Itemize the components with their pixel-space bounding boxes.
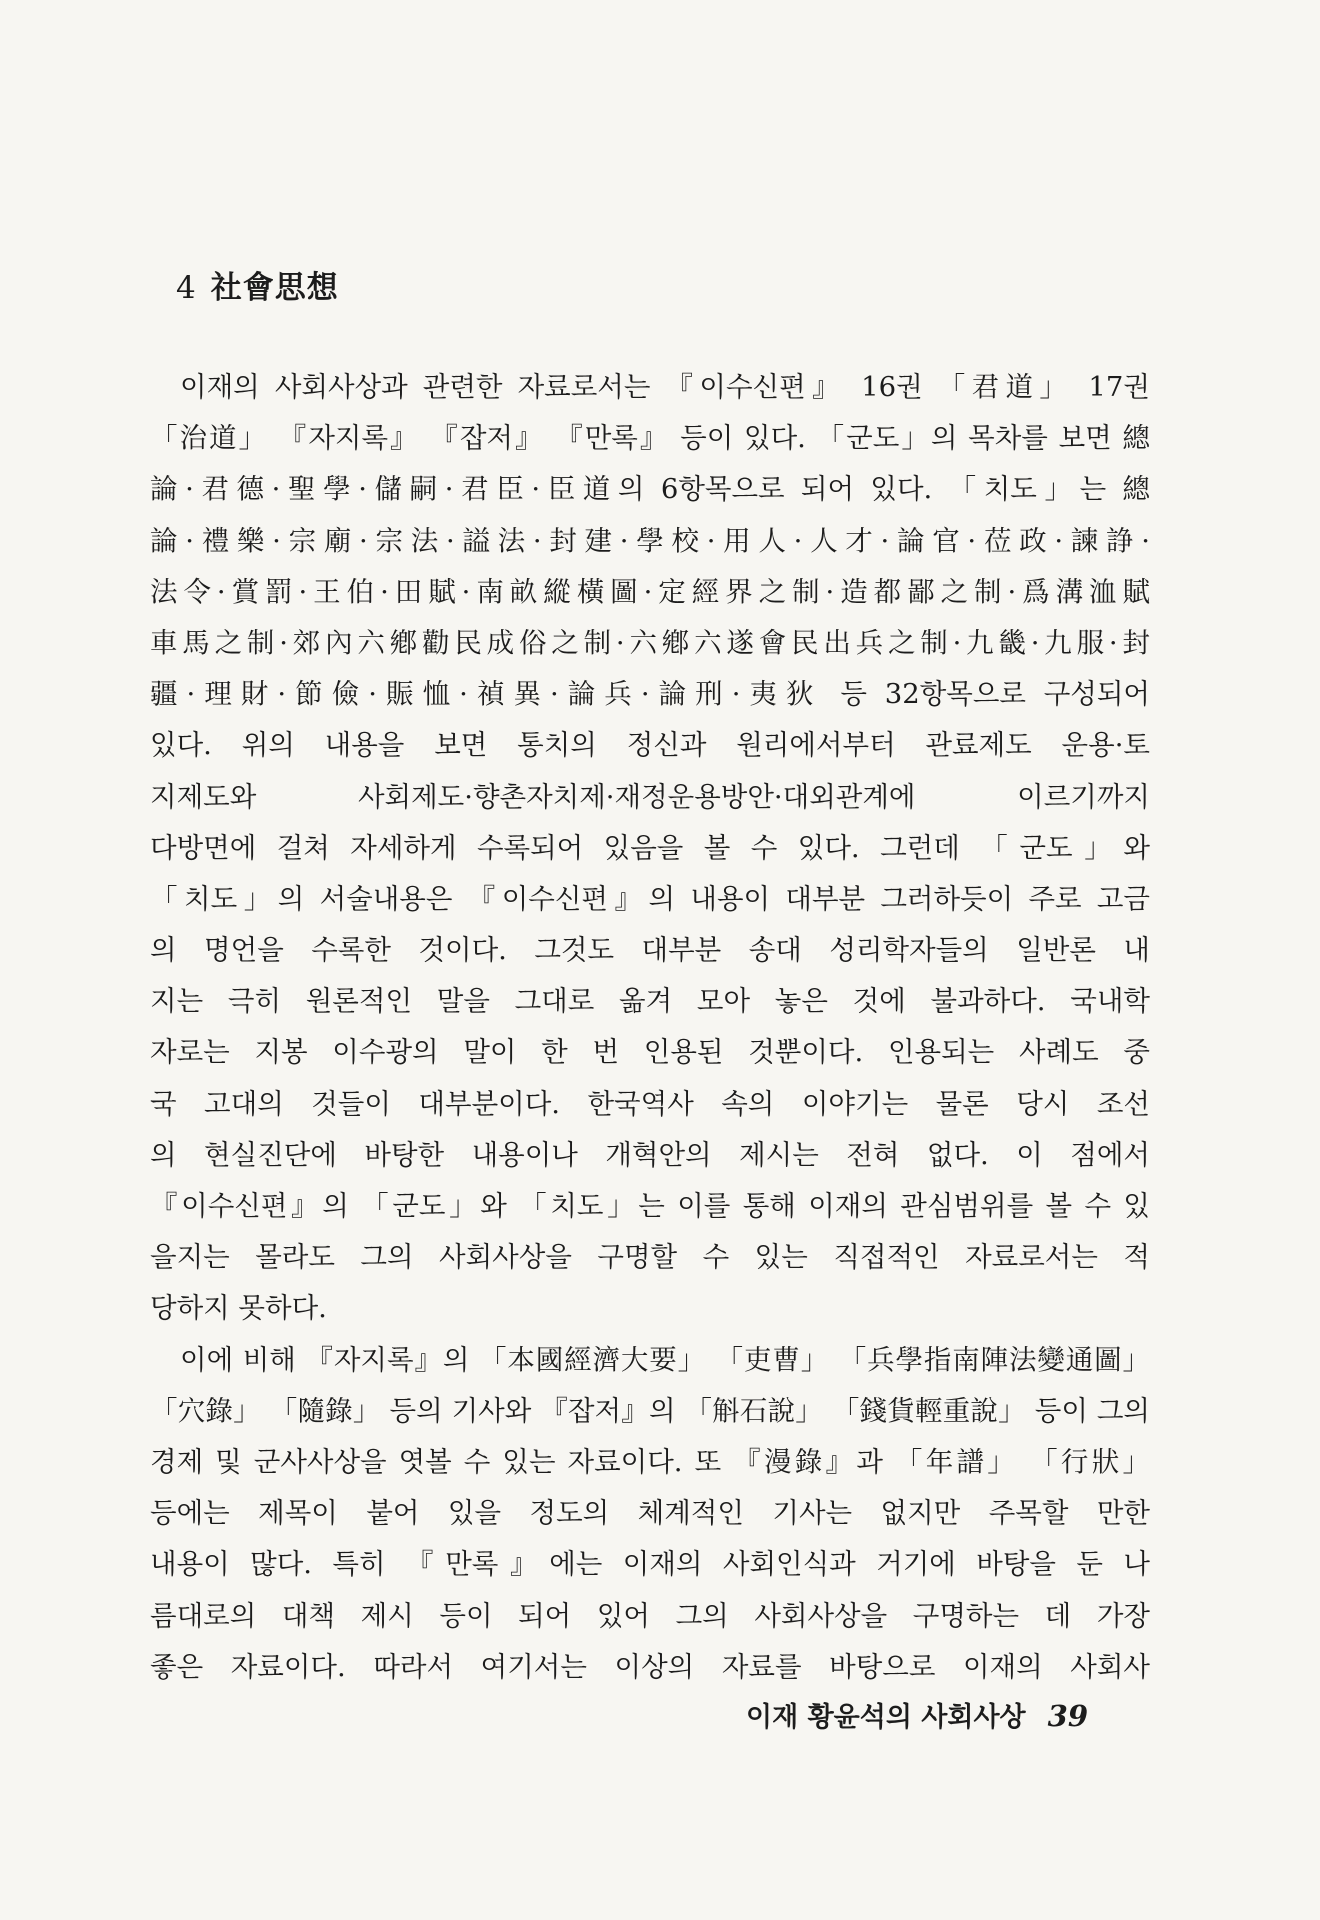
paragraph-2	[150, 1335, 1150, 1693]
text-line: 의 현실진단에 바탕한 내용이나 개혁안의 제시는 전혀 없다. 이 점에서	[150, 1138, 1150, 1171]
text-line: 있다. 위의 내용을 보면 통치의 정신과 원리에서부터 관료제도 운용·토	[150, 729, 1150, 762]
text-line: 「穴錄」 「隨錄」 등의 기사와 『잡저』의 「斛石說」 「錢貨輕重說」 등이 그의	[150, 1394, 1150, 1427]
section-heading	[176, 262, 339, 307]
text-line: 「치도」의 서술내용은 『이수신편』의 내용이 대부분 그러하듯이 주로 고금	[150, 882, 1150, 915]
body-text	[150, 362, 1150, 1693]
text-line: 내용이 많다. 특히 『만록』에는 이재의 사회인식과 거기에 바탕을 둔 나	[150, 1548, 1150, 1581]
running-footer	[746, 1695, 1088, 1734]
section-title: 社會思想	[210, 270, 339, 306]
text-line: 疆·理財·節儉·賑恤·禎異·論兵·論刑·夷狄 등 32항목으로 구성되어	[150, 678, 1150, 711]
text-line: 경제 및 군사사상을 엿볼 수 있는 자료이다. 또 『漫錄』과 「年譜」 「行狀」	[150, 1445, 1150, 1478]
text-line: 車馬之制·郊內六鄕勸民成俗之制·六鄕六遂會民出兵之制·九畿·九服·封	[150, 626, 1150, 659]
text-line: 름대로의 대책 제시 등이 되어 있어 그의 사회사상을 구명하는 데 가장	[150, 1599, 1150, 1632]
text-line: 「治道」 『자지록』 『잡저』 『만록』 등이 있다. 「군도」의 목차를 보면 總	[150, 422, 1150, 455]
text-line: 이재의 사회사상과 관련한 자료로서는 『이수신편』 16권 「君道」 17권	[180, 371, 1150, 403]
page-number: 39	[1047, 1699, 1088, 1733]
text-line: 다방면에 걸쳐 자세하게 수록되어 있음을 볼 수 있다. 그런데 「군도」와	[150, 831, 1150, 864]
text-line: 지는 극히 원론적인 말을 그대로 옮겨 모아 놓은 것에 불과하다. 국내학	[150, 985, 1150, 1018]
paragraph-1	[150, 362, 1150, 1335]
text-line: 『이수신편』의 「군도」와 「치도」는 이를 통해 이재의 관심범위를 볼 수 있	[150, 1190, 1150, 1222]
text-line: 등에는 제목이 붙어 있을 정도의 체계적인 기사는 없지만 주목할 만한	[150, 1497, 1150, 1530]
text-line: 좋은 자료이다. 따라서 여기서는 이상의 자료를 바탕으로 이재의 사회사	[150, 1650, 1150, 1683]
text-line: 法令·賞罰·王伯·田賦·南畝縱橫圖·定經界之制·造都鄙之制·爲溝洫賦	[150, 575, 1150, 608]
text-line: 지제도와 사회제도·향촌자치제·재정운용방안·대외관계에 이르기까지	[150, 780, 1150, 813]
section-number: 4	[176, 270, 197, 306]
text-line: 자로는 지봉 이수광의 말이 한 번 인용된 것뿐이다. 인용되는 사례도 중	[150, 1036, 1150, 1069]
running-title: 이재 황윤석의 사회사상	[746, 1702, 1026, 1733]
text-line: 論·禮樂·宗廟·宗法·謚法·封建·學校·用人·人才·論官·莅政·諫諍·	[150, 524, 1150, 557]
text-line: 당하지 못하다.	[150, 1292, 327, 1325]
text-line: 이에 비해 『자지록』의 「本國經濟大要」 「吏曹」 「兵學指南陣法變通圖」	[180, 1343, 1150, 1376]
text-line: 을지는 몰라도 그의 사회사상을 구명할 수 있는 직접적인 자료로서는 적	[150, 1241, 1150, 1274]
text-line: 국 고대의 것들이 대부분이다. 한국역사 속의 이야기는 물론 당시 조선	[150, 1087, 1150, 1120]
text-line: 의 명언을 수록한 것이다. 그것도 대부분 송대 성리학자들의 일반론 내	[150, 934, 1150, 967]
text-line: 論·君德·聖學·儲嗣·君臣·臣道의 6항목으로 되어 있다. 「치도」는 總	[150, 473, 1150, 506]
